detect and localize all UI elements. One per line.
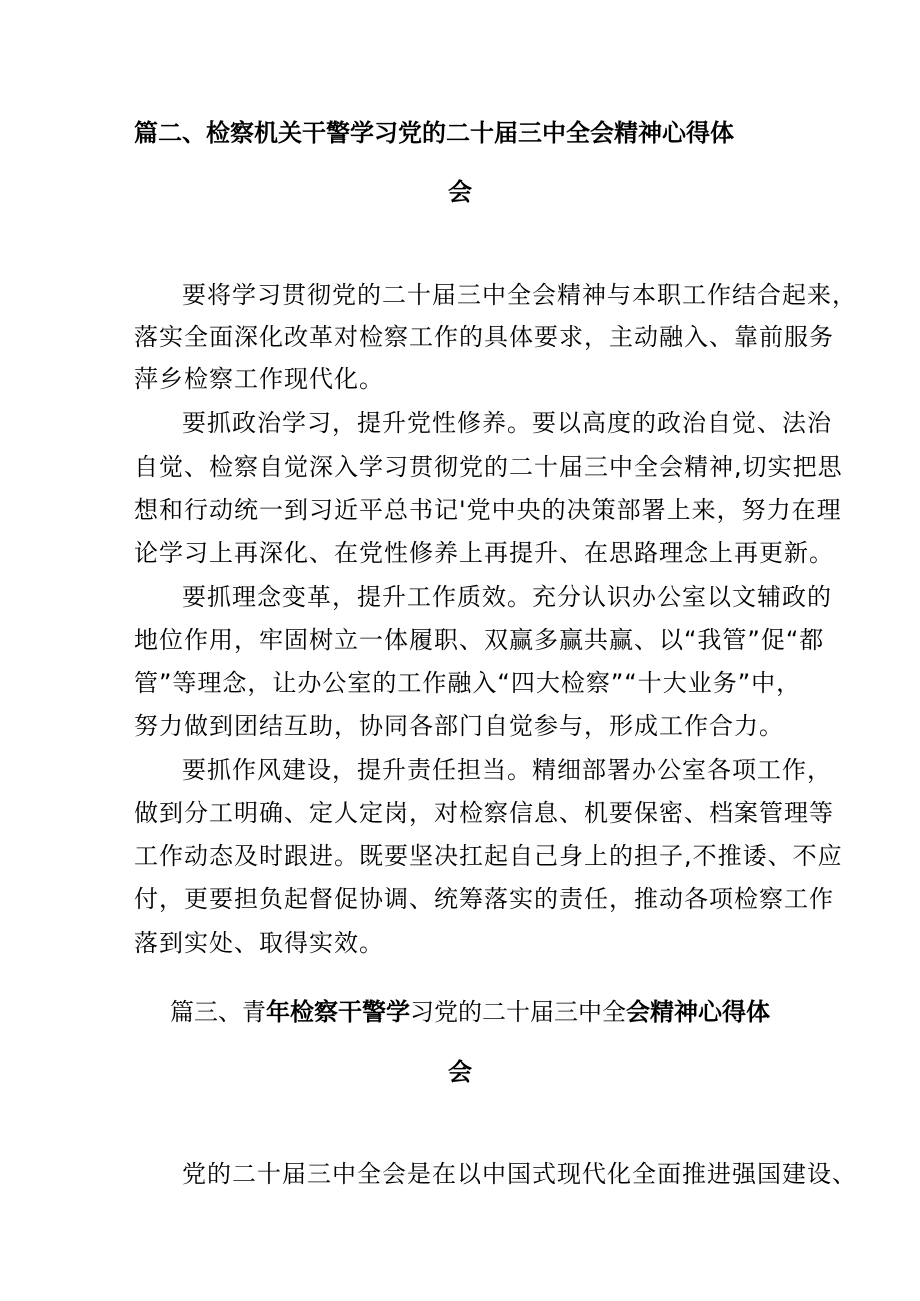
- section3-title-part: 会精神心得体: [626, 998, 770, 1026]
- paragraph-line: 做到分工明确、定人定岗，对检察信息、机要保密、档案管理等: [134, 799, 834, 827]
- paragraph-line: 自觉、检察自觉深入学习贯彻党的二十届三中全会精神,切实把思: [134, 453, 843, 481]
- paragraph-line: 想和行动统一到习近平总书记'党中央的决策部署上来，努力在理: [134, 496, 842, 524]
- paragraph-line: 地位作用，牢固树立一体履职、双赢多赢共赢、以“我管”促“都: [134, 626, 825, 654]
- section3-title-part: 篇三、青: [170, 998, 266, 1026]
- paragraph-line: 落实全面深化改革对检察工作的具体要求，主动融入、靠前服务: [134, 323, 834, 351]
- paragraph-line: 要将学习贯彻党的二十届三中全会精神与本职工作结合起来，: [182, 281, 857, 309]
- paragraph-line: 落到实处、取得实效。: [134, 929, 384, 957]
- section3-title-part: 习党的二十届三中全: [410, 998, 626, 1026]
- paragraph-line: 要抓政治学习，提升党性修养。要以高度的政治自觉、法治: [182, 409, 832, 437]
- paragraph-line: 努力做到团结互助，协同各部门自觉参与，形成工作合力。: [134, 712, 784, 740]
- section2-title-line1: 篇二、检察机关干警学习党的二十届三中全会精神心得体: [134, 119, 734, 147]
- section3-title-part: 年检察干警学: [266, 998, 410, 1026]
- paragraph-line: 萍乡检察工作现代化。: [134, 365, 384, 393]
- paragraph-line: 工作动态及时跟进。既要坚决扛起自己身上的担子,不推诿、不应: [134, 842, 843, 870]
- section3-title-line2: 会: [448, 1058, 472, 1086]
- paragraph-line: 论学习上再深化、在党性修养上再提升、在思路理念上再更新。: [134, 539, 834, 567]
- paragraph-line: 管”等理念，让办公室的工作融入“四大检察”“十大业务”中，: [134, 669, 802, 697]
- paragraph-line: 要抓理念变革，提升工作质效。充分认识办公室以文辅政的: [182, 583, 832, 611]
- paragraph-line: 要抓作风建设，提升责任担当。精细部署办公室各项工作，: [182, 756, 832, 784]
- section2-title-line2: 会: [448, 178, 472, 206]
- section3-title-line1: [170, 998, 770, 1026]
- paragraph-line: 党的二十届三中全会是在以中国式现代化全面推进强国建设、: [182, 1160, 857, 1188]
- paragraph-line: 付，更要担负起督促协调、统筹落实的责任，推动各项检察工作: [134, 885, 834, 913]
